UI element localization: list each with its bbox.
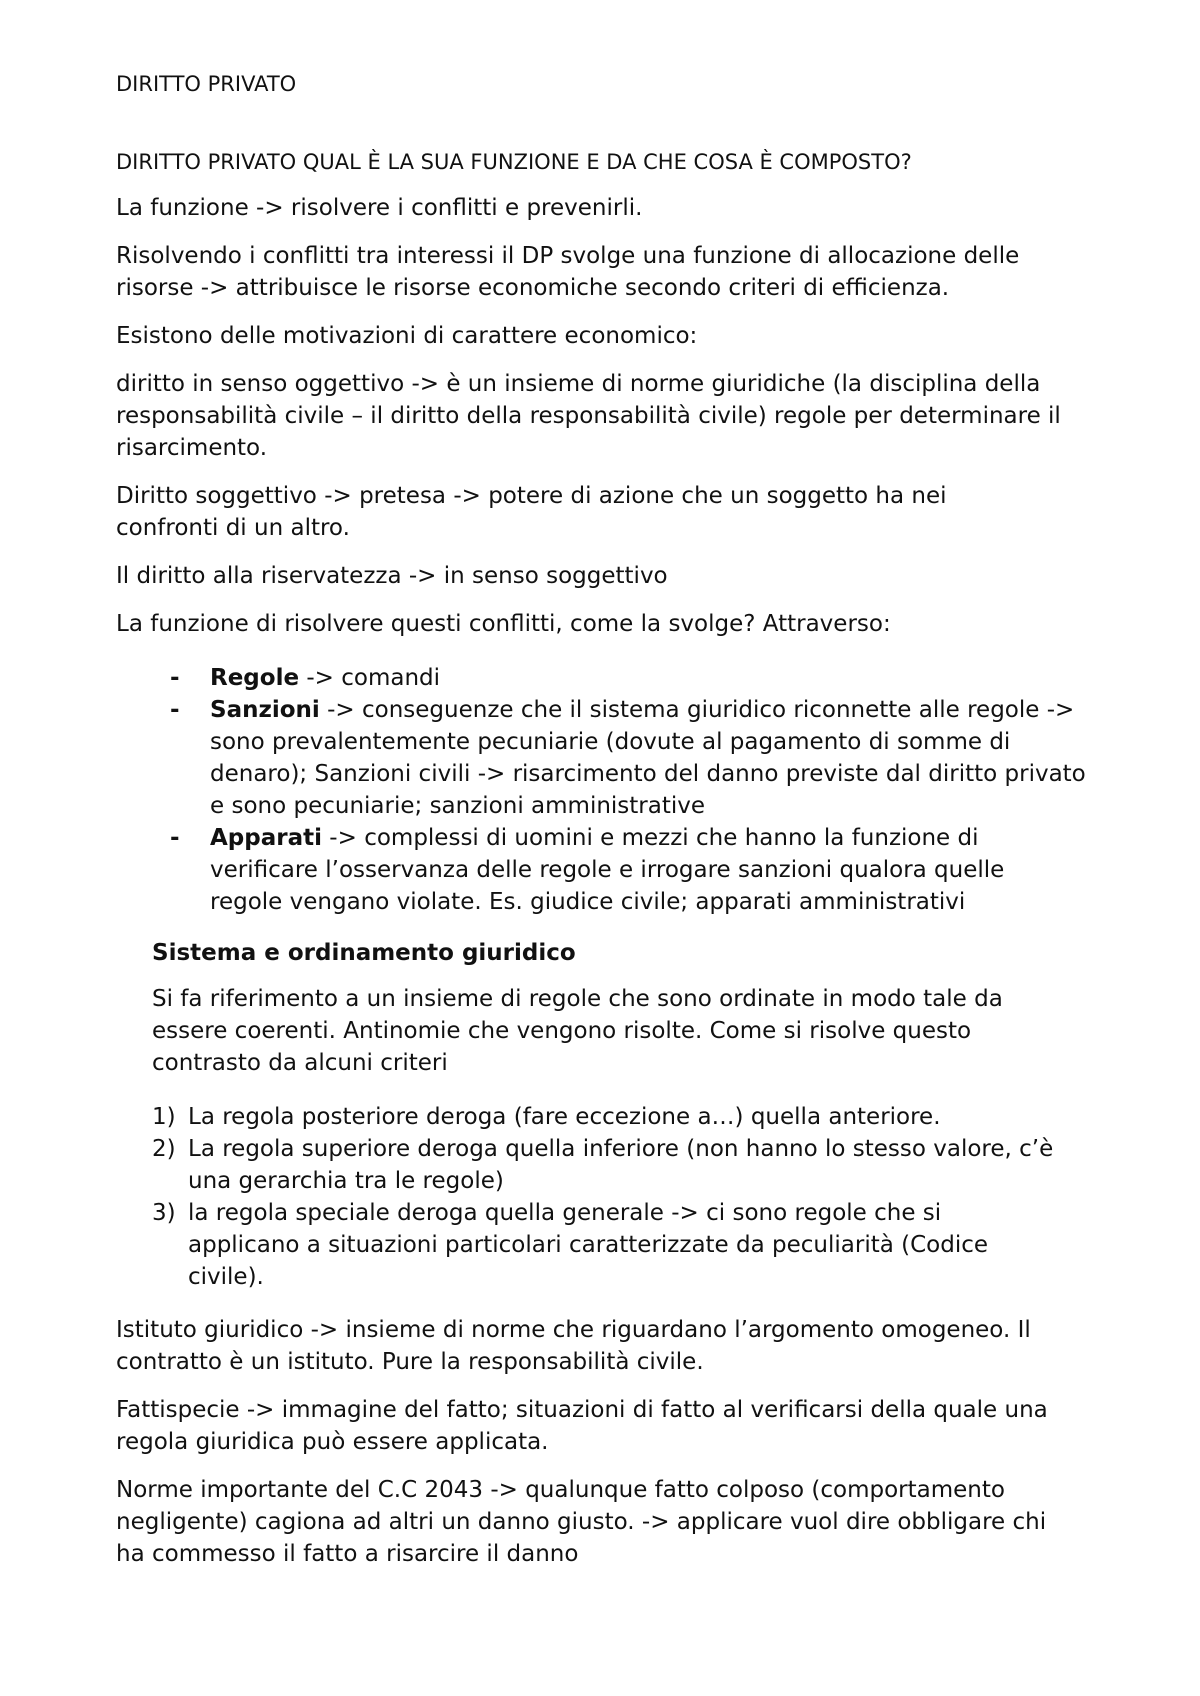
paragraph: La funzione di risolvere questi conflitti, come la svolge? Attraverso: <box>116 611 891 637</box>
item-number: 3) <box>152 1200 176 1226</box>
item-number: 1) <box>152 1104 176 1130</box>
item-number: 2) <box>152 1136 176 1162</box>
bullet-text: -> complessi di uomini e mezzi che hanno la funzione di verificare l’osservanza delle regole e irrogare sanzioni qualora quelle regole vengano violate. Es. giudice civile; apparati amministrativi <box>210 825 1005 915</box>
bullet-term: Apparati <box>210 825 322 851</box>
bullet-term: Sanzioni <box>210 697 320 723</box>
closing-block <box>116 1314 1106 1586</box>
list-item <box>152 1133 1102 1197</box>
paragraph: Risolvendo i conflitti tra interessi il DP svolge una funzione di allocazione delle risorse -> attribuisce le risorse economiche secondo criteri di efficienza. <box>116 243 1020 301</box>
bullet-dash: - <box>170 697 180 723</box>
bullet-dash: - <box>170 665 180 691</box>
paragraph: Il diritto alla riservatezza -> in senso soggettivo <box>116 563 668 589</box>
item-text: La regola posteriore deroga (fare eccezione a…) quella anteriore. <box>188 1104 941 1130</box>
document-title: DIRITTO PRIVATO <box>116 72 297 96</box>
question-heading: DIRITTO PRIVATO QUAL È LA SUA FUNZIONE E DA CHE COSA È COMPOSTO? <box>116 150 912 174</box>
bullet-term: Regole <box>210 665 300 691</box>
paragraph: Diritto soggettivo -> pretesa -> potere di azione che un soggetto ha nei confronti di un altro. <box>116 483 947 541</box>
paragraph: La funzione -> risolvere i conflitti e prevenirli. <box>116 195 643 221</box>
paragraph: diritto in senso oggettivo -> è un insieme di norme giuridiche (la disciplina della responsabilità civile – il diritto della responsabilità civile) regole per determinare il risarcimento. <box>116 371 1061 461</box>
bullet-text: -> conseguenze che il sistema giuridico riconnette alle regole -> sono prevalentemente pecuniarie (dovute al pagamento di somme di denaro); Sanzioni civili -> risarcimento del danno previste dal diritto privato e sono pecuniarie; sanzioni amministrative <box>210 697 1086 819</box>
numbered-list <box>152 1101 1102 1293</box>
list-item <box>170 694 1130 822</box>
item-text: La regola superiore deroga quella inferiore (non hanno lo stesso valore, c’è una gerarchia tra le regole) <box>188 1136 1054 1194</box>
bullet-text: -> comandi <box>299 665 441 691</box>
section-text: Si fa riferimento a un insieme di regole che sono ordinate in modo tale da essere coerenti. Antinomie che vengono risolte. Come si risolve questo contrasto da alcuni criteri <box>152 986 1003 1076</box>
section-block <box>152 937 1102 1095</box>
intro-block <box>116 146 1116 656</box>
paragraph: Fattispecie -> immagine del fatto; situazioni di fatto al verificarsi della quale una regola giuridica può essere applicata. <box>116 1397 1048 1455</box>
bullet-list <box>170 662 1130 918</box>
list-item <box>152 1101 1102 1133</box>
list-item <box>170 822 1130 918</box>
paragraph: Istituto giuridico -> insieme di norme che riguardano l’argomento omogeneo. Il contratto è un istituto. Pure la responsabilità civile. <box>116 1317 1031 1375</box>
item-text: la regola speciale deroga quella generale -> ci sono regole che si applicano a situazioni particolari caratterizzate da peculiarità (Codice civile). <box>188 1200 989 1290</box>
bullet-dash: - <box>170 825 180 851</box>
section-heading: Sistema e ordinamento giuridico <box>152 940 576 966</box>
paragraph: Esistono delle motivazioni di carattere economico: <box>116 323 698 349</box>
paragraph: Norme importante del C.C 2043 -> qualunque fatto colposo (comportamento negligente) cagiona ad altri un danno giusto. -> applicare vuol dire obbligare chi ha commesso il fatto a risarcire il danno <box>116 1477 1047 1567</box>
list-item <box>170 662 1130 694</box>
list-item <box>152 1197 1102 1293</box>
